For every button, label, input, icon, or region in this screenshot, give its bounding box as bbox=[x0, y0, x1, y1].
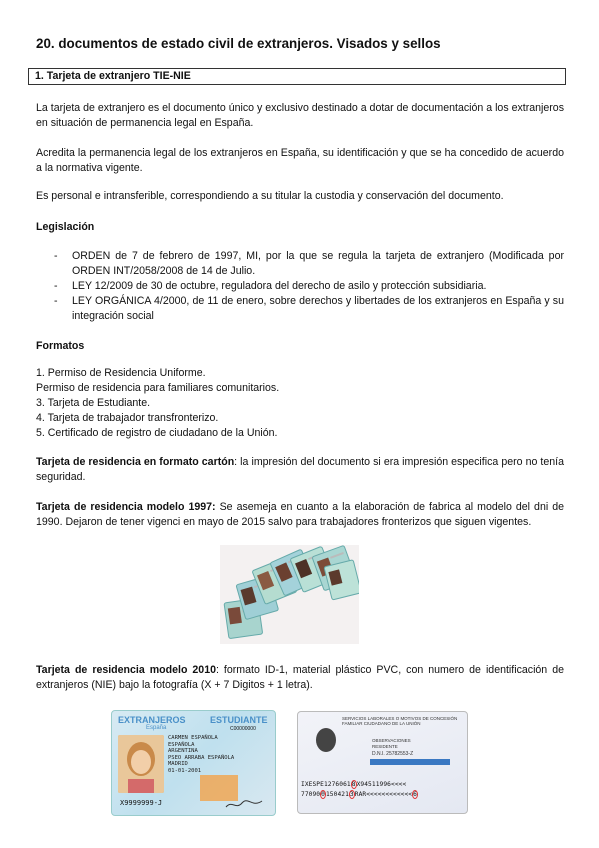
formatos-list bbox=[36, 366, 279, 441]
section-header-label: 1. Tarjeta de extranjero TIE-NIE bbox=[35, 70, 191, 82]
legislacion-item: - LEY ORGÁNICA 4/2000, de 11 de enero, sobre derechos y libertades de los extranjeros en España y su integración social bbox=[54, 295, 564, 322]
modelo2010-paragraph: Tarjeta de residencia modelo 2010: formato ID-1, material plástico PVC, con numero de identificación de extranjeros (NIE) bajo la fotografía (X + 7 Digitos + 1 letra). bbox=[36, 664, 564, 691]
card-header-right: ESTUDIANTE bbox=[210, 715, 268, 725]
card-back-photo bbox=[316, 728, 336, 752]
legislacion-heading: Legislación bbox=[36, 221, 95, 233]
formato-line: 5. Certificado de registro de ciudadano de la Unión. bbox=[36, 427, 278, 439]
card-back-resident: RESIDENTE bbox=[372, 744, 398, 749]
intro-paragraph-1: La tarjeta de extranjero es el documento único y exclusivo destinado a dotar de documentación a los extranjeros en situación de permanencia legal en España. bbox=[36, 102, 564, 129]
card-header-left: EXTRANJEROS bbox=[118, 715, 186, 725]
formato-line: 1. Permiso de Residencia Uniforme. bbox=[36, 367, 206, 379]
formato-line: 3. Tarjeta de Estudiante. bbox=[36, 397, 151, 409]
card-back-mrz: IXESPE12760618X94511996<<<< 7709001504213RAR<<<<<<<<<<<<6 bbox=[301, 781, 417, 798]
card-2010-front bbox=[111, 710, 276, 816]
formatos-heading: Formatos bbox=[36, 340, 85, 352]
card-nie: X9999999-J bbox=[120, 799, 163, 807]
legislacion-item: - ORDEN de 7 de febrero de 1997, MI, por la que se regula la tarjeta de extranjero (Modificada por ORDEN INT/2058/2008 de 14 de Julio. bbox=[54, 250, 564, 277]
modelo2010-label: Tarjeta de residencia modelo 2010 bbox=[36, 664, 216, 676]
carton-label: Tarjeta de residencia en formato cartón bbox=[36, 456, 235, 468]
legislacion-item: - LEY 12/2009 de 30 de octubre, reguladora del derecho de asilo y protección subsidiaria. bbox=[54, 280, 487, 292]
modelo1997-label: Tarjeta de residencia modelo 1997: bbox=[36, 501, 216, 513]
modelo1997-paragraph: Tarjeta de residencia modelo 1997: Se asemeja en cuanto a la elaboración de fabrica al modelo del dni de 1990. Dejaron de tener vigenci en mayo de 2015 salvo para trabajadores fronterizos que siguen vigentes. bbox=[36, 501, 564, 528]
card-photo bbox=[118, 735, 164, 793]
page-title: 20. documentos de estado civil de extranjeros. Visados y sellos bbox=[36, 36, 441, 51]
card-header-sub: España bbox=[146, 725, 167, 731]
card-back-obs: OBSERVACIONES bbox=[372, 738, 411, 743]
card-serial: C00000000 bbox=[230, 726, 256, 732]
card-data-block: CARMEN ESPAÑOLA ESPAÑOLA ARGENTINA PSEO ARRABA ESPAÑOLA MADRID 01-01-2001 bbox=[168, 735, 235, 774]
intro-paragraph-3: Es personal e intransferible, correspondiendo a su titular la custodia y conservación del documento. bbox=[36, 190, 504, 202]
card-back-header: SERVICIOS LABORALES O MOTIVOS DE CONCESIÓN FAMILIAR CIUDADANO DE LA UNIÓN bbox=[342, 716, 458, 726]
card-back-dni: D.N.I. 25782553-Z bbox=[372, 751, 414, 757]
cards-1997-photo bbox=[220, 545, 359, 644]
formato-line: Permiso de residencia para familiares comunitarios. bbox=[36, 382, 280, 394]
legislacion-list bbox=[54, 249, 564, 324]
carton-paragraph: Tarjeta de residencia en formato cartón: la impresión del documento si era impresión especifica pero no tenía seguridad. bbox=[36, 456, 564, 483]
card-signature bbox=[224, 797, 264, 809]
section-header bbox=[28, 68, 566, 85]
card-back-stripe bbox=[370, 759, 450, 765]
card-2010-back bbox=[297, 711, 468, 814]
intro-paragraph-2: Acredita la permanencia legal de los extranjeros en España, su identificación y que se ha concedido de acuerdo a la normativa vigente. bbox=[36, 147, 564, 174]
fanned-card bbox=[324, 560, 359, 600]
formato-line: 4. Tarjeta de trabajador transfronterizo. bbox=[36, 412, 219, 424]
